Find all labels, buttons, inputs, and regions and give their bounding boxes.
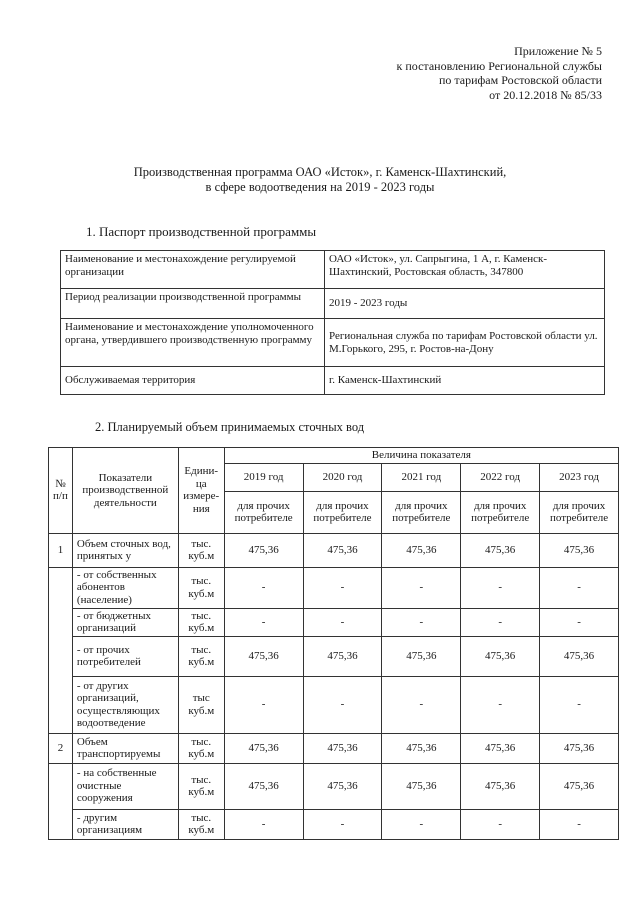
appendix-line: по тарифам Ростовской области (438, 73, 602, 87)
passport-label: Наименование и местонахождение уполномоченного органа, утвердившего производственную программу (61, 319, 325, 367)
row-unit: тыс. куб.м (178, 636, 224, 676)
row-value: 475,36 (224, 733, 303, 763)
header-value-group: Величина показателя (224, 448, 618, 464)
row-value: 475,36 (461, 636, 540, 676)
table-row (49, 533, 619, 567)
row-name: - другим организациям (72, 809, 178, 839)
table-row (49, 567, 619, 608)
header-sub: для прочих потребителе (540, 491, 619, 533)
row-value: 475,36 (540, 733, 619, 763)
row-value: 475,36 (382, 636, 461, 676)
row-value: 475,36 (224, 763, 303, 809)
row-value: - (461, 809, 540, 839)
appendix-line: к постановлению Региональной службы (396, 58, 602, 73)
row-value: 475,36 (540, 763, 619, 809)
header-year: 2020 год (303, 463, 382, 491)
row-name: Объем транспортируемы (72, 733, 178, 763)
row-unit: тыс. куб.м (178, 763, 224, 809)
row-unit: тыс. куб.м (178, 733, 224, 763)
header-row (49, 448, 619, 464)
row-value: 475,36 (224, 636, 303, 676)
row-value: - (461, 567, 540, 608)
passport-label: Период реализации производственной программы (61, 289, 325, 319)
passport-label: Обслуживаемая территория (61, 367, 325, 395)
row-unit: тыс куб.м (178, 676, 224, 733)
row-num: 1 (49, 533, 73, 567)
row-value: 475,36 (303, 533, 382, 567)
passport-row (61, 367, 605, 395)
header-sub: для прочих потребителе (382, 491, 461, 533)
row-num (49, 763, 73, 839)
row-name: - от прочих потребителей (72, 636, 178, 676)
header-year: 2022 год (461, 463, 540, 491)
passport-value: Региональная служба по тарифам Ростовской области ул. М.Горького, 295, г. Ростов-на-Дону (325, 319, 605, 367)
row-value: - (224, 676, 303, 733)
row-name: - от собственных абонентов (население) (72, 567, 178, 608)
passport-row (61, 319, 605, 367)
row-value: 475,36 (303, 733, 382, 763)
row-unit: тыс. куб.м (178, 608, 224, 636)
title-line: в сфере водоотведения на 2019 - 2023 годы (205, 180, 435, 194)
row-value: 475,36 (224, 533, 303, 567)
header-indicator: Показатели производственной деятельности (72, 448, 178, 534)
table-row (49, 676, 619, 733)
row-num: 2 (49, 733, 73, 763)
volume-table (48, 447, 619, 840)
passport-value: ОАО «Исток», ул. Сапрыгина, 1 А, г. Каменск-Шахтинский, Ростовская область, 347800 (325, 251, 605, 289)
row-value: - (382, 608, 461, 636)
row-value: - (224, 608, 303, 636)
row-name: - на собственные очистные сооружения (72, 763, 178, 809)
row-value: - (382, 676, 461, 733)
table-row (49, 733, 619, 763)
row-value: - (540, 608, 619, 636)
row-value: - (224, 567, 303, 608)
row-name: - от бюджетных организаций (72, 608, 178, 636)
passport-row (61, 289, 605, 319)
row-value: 475,36 (303, 763, 382, 809)
row-num (49, 567, 73, 733)
table-row (49, 636, 619, 676)
document-title (0, 165, 640, 195)
header-year: 2021 год (382, 463, 461, 491)
row-value: - (461, 676, 540, 733)
row-unit: тыс. куб.м (178, 567, 224, 608)
passport-label: Наименование и местонахождение регулируемой организации (61, 251, 325, 289)
header-unit: Едини-ца измере-ния (178, 448, 224, 534)
table-row (49, 809, 619, 839)
appendix-line: от 20.12.2018 № 85/33 (489, 87, 602, 102)
row-value: - (382, 567, 461, 608)
row-value: - (461, 608, 540, 636)
row-unit: тыс. куб.м (178, 809, 224, 839)
row-value: - (224, 809, 303, 839)
row-value: - (540, 809, 619, 839)
passport-value: г. Каменск-Шахтинский (325, 367, 605, 395)
row-value: 475,36 (540, 636, 619, 676)
header-year: 2019 год (224, 463, 303, 491)
table-row (49, 608, 619, 636)
row-value: - (540, 567, 619, 608)
passport-row (61, 251, 605, 289)
title-line: Производственная программа ОАО «Исток», г. Каменск-Шахтинский, (133, 165, 507, 179)
header-sub: для прочих потребителе (303, 491, 382, 533)
row-value: 475,36 (382, 533, 461, 567)
row-value: - (303, 608, 382, 636)
section2-heading: 2. Планируемый объем принимаемых сточных вод (95, 420, 365, 434)
row-value: - (303, 809, 382, 839)
passport-value: 2019 - 2023 годы (325, 289, 605, 319)
row-name: - от других организаций, осуществляющих водоотведение (72, 676, 178, 733)
row-value: - (303, 676, 382, 733)
row-value: - (540, 676, 619, 733)
row-value: 475,36 (540, 533, 619, 567)
row-value: 475,36 (461, 533, 540, 567)
row-value: 475,36 (461, 763, 540, 809)
row-value: 475,36 (382, 763, 461, 809)
appendix-header (397, 44, 602, 102)
row-value: - (303, 567, 382, 608)
header-year: 2023 год (540, 463, 619, 491)
row-value: 475,36 (303, 636, 382, 676)
row-value: 475,36 (461, 733, 540, 763)
appendix-line: Приложение № 5 (514, 44, 602, 58)
table-row (49, 763, 619, 809)
row-value: 475,36 (382, 733, 461, 763)
row-name: Объем сточных вод, принятых у (72, 533, 178, 567)
header-num: № п/п (49, 448, 73, 534)
header-sub: для прочих потребителе (461, 491, 540, 533)
row-value: - (382, 809, 461, 839)
section1-heading: 1. Паспорт производственной программы (86, 224, 317, 239)
row-unit: тыс. куб.м (178, 533, 224, 567)
passport-table (60, 250, 605, 395)
header-sub: для прочих потребителе (224, 491, 303, 533)
